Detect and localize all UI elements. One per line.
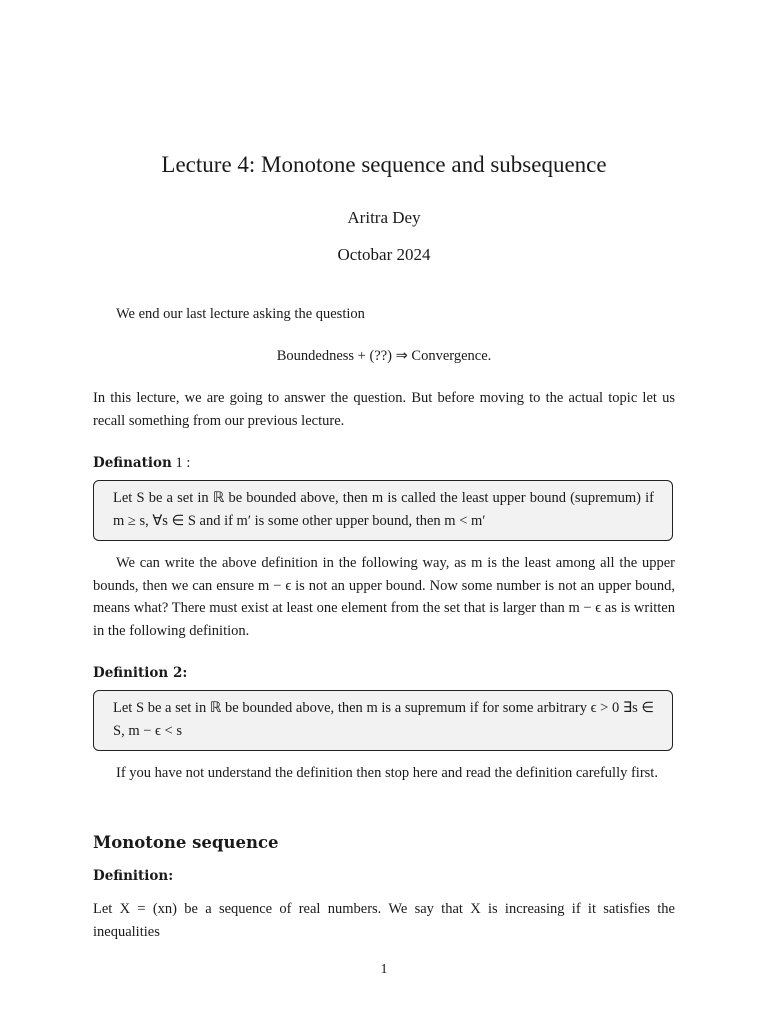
section-heading: Monotone sequence: [93, 833, 279, 852]
definition-1-heading-line: [93, 452, 675, 475]
definition-2-heading-line: [93, 662, 675, 685]
definition-1-number: 1 :: [171, 455, 191, 471]
advice-paragraph: If you have not understand the definition then stop here and read the definition carefully first.: [116, 765, 658, 781]
page-number: 1: [380, 962, 388, 977]
document-title: Lecture 4: Monotone sequence and subsequence: [161, 152, 607, 177]
definition-1-box: Let S be a set in ℝ be bounded above, then m is called the least upper bound (supremum) if m ≥ s, ∀s ∈ S and if m′ is some other upper bound, then m < m′: [93, 480, 673, 541]
definition-1-heading: Defination: [93, 455, 172, 471]
definition-3-heading: Definition:: [93, 868, 174, 884]
definition-2-box: Let S be a set in ℝ be bounded above, then m is a supremum if for some arbitrary ϵ > 0 ∃s ∈ S, m − ϵ < s: [93, 690, 673, 751]
definition-3-heading-line: [93, 865, 675, 888]
document-author: Aritra Dey: [347, 208, 421, 227]
recall-paragraph: In this lecture, we are going to answer the question. But before moving to the actual topic let us recall something from our previous lecture.: [93, 390, 675, 429]
intro-paragraph: We end our last lecture asking the question: [116, 306, 365, 322]
definition-2-heading: Definition 2:: [93, 665, 188, 681]
document-date: Octobar 2024: [337, 245, 431, 264]
monotone-definition-paragraph: Let X = (xn) be a sequence of real numbers. We say that X is increasing if it satisfies the inequalities: [93, 901, 675, 940]
explanation-paragraph: We can write the above definition in the following way, as m is the least among all the upper bounds, then we can ensure m − ϵ is not an upper bound. Now some number is not an upper bound, means what? There must exist at least one element from the set that is larger than m − ϵ as is written in the following definition.: [93, 555, 675, 639]
display-equation: Boundedness + (??) ⇒ Convergence.: [276, 348, 492, 364]
